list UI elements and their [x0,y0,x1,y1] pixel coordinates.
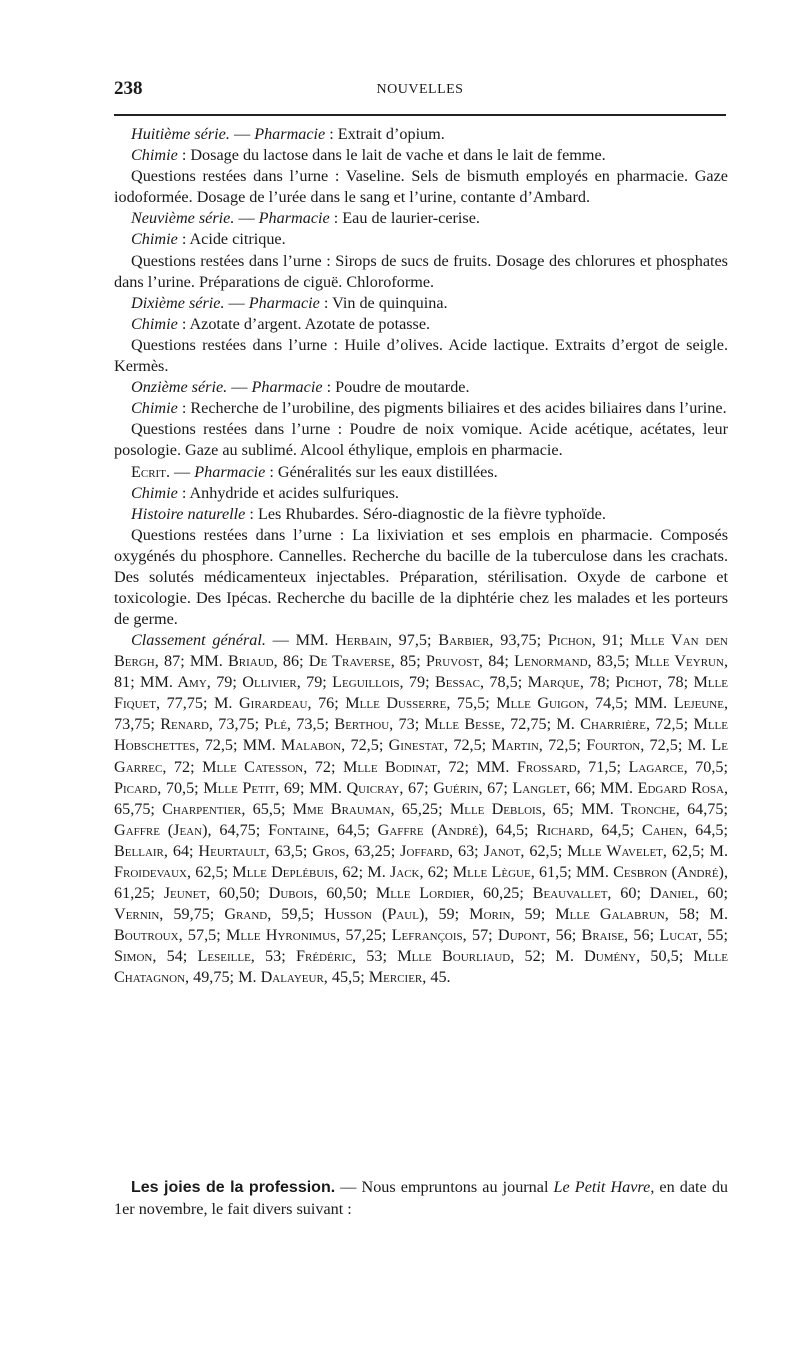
serie-11-chimie: Chimie : Recherche de l’urobiline, des pigments biliaires et des acides biliaires dans l’urine. [131,399,727,418]
serie-10-chimie: Chimie : Azotate d’argent. Azotate de potasse. [131,314,431,333]
news-item [114,1177,728,1220]
classement-general: Classement général. — MM. Herbain, 97,5; Barbier, 93,75; Pichon, 91; Mlle Van den Bergh, 87; MM. Briaud, 86; De Traverse, 85; Pruvost, 84; Lenormand, 83,5; Mlle Veyrun, 81; MM. Amy, 79; Ollivier, 79; Leguillois, 79; Bessac, 78,5; Marque, 78; Pichot, 78; Mlle Fiquet, 77,75; M. Girardeau, 76; Mlle Dusserre, 75,5; Mlle Guigon, 74,5; MM. Lejeune, 73,75; Renard, 73,75; Plé, 73,5; Berthou, 73; Mlle Besse, 72,75; M. Charrière, 72,5; Mlle Hobschettes, 72,5; MM. Malabon, 72,5; Ginestat, 72,5; Martin, 72,5; Fourton, 72,5; M. Le Garrec, 72; Mlle Catesson, 72; Mlle Bodinat, 72; MM. Frossard, 71,5; Lagarce, 70,5; Picard, 70,5; Mlle Petit, 69; MM. Quicray, 67; Guérin, 67; Langlet, 66; MM. Edgard Rosa, 65,75; Charpentier, 65,5; Mme Brauman, 65,25; Mlle Deblois, 65; MM. Tronche, 64,75; Gaffre (Jean), 64,75; Fontaine, 64,5; Gaffre (André), 64,5; Richard, 64,5; Cahen, 64,5; Bellair, 64; Heurtault, 63,5; Gros, 63,25; Joffard, 63; Janot, 62,5; Mlle Wavelet, 62,5; M. Froidevaux, 62,5; Mlle Deplébuis, 62; M. Jack, 62; Mlle Lègue, 61,5; MM. Cesbron (André), 61,25; Jeunet, 60,50; Dubois, 60,50; Mlle Lordier, 60,25; Beauvallet, 60; Daniel, 60; Vernin, 59,75; Grand, 59,5; Husson (Paul), 59; Morin, 59; Mlle Galabrun, 58; M. Boutroux, 57,5; Mlle Hyronimus, 57,25; Lefrançois, 57; Dupont, 56; Braise, 56; Lucat, 55; Simon, 54; Leseille, 53; Frédéric, 53; Mlle Bourliaud, 52; M. Dumény, 50,5; Mlle Chatagnon, 49,75; M. Dalayeur, 45,5; Mercier, 45. [114,631,728,986]
ecrit-pharmacie: Ecrit. — Pharmacie : Généralités sur les eaux distillées. [131,462,498,481]
serie-11-pharmacie: Onzième série. — Pharmacie : Poudre de moutarde. [131,378,470,397]
article-body [114,124,728,988]
serie-8-chimie: Chimie : Dosage du lactose dans le lait de vache et dans le lait de femme. [131,146,606,165]
ecrit-histoire-naturelle: Histoire naturelle : Les Rhubardes. Séro-diagnostic de la fièvre typhoïde. [131,504,606,523]
serie-9-chimie: Chimie : Acide citrique. [131,230,286,249]
serie-8-questions: Questions restées dans l’urne : Vaseline. Sels de bismuth employés en pharmacie. Gaze iodoformée. Dosage de l’urée dans le sang et l’urine, contante d’Ambard. [114,167,728,207]
ecrit-questions: Questions restées dans l’urne : La lixiviation et ses emplois en pharmacie. Composés oxygénés du phosphore. Cannelles. Recherche du bacille de la tuberculose dans les crachats. Des solutés médicamenteux injectables. Préparation, stérilisation. Oxyde de carbone et toxicologie. Des Ipécas. Recherche du bacille de la diphtérie chez les malades et les porteurs de germe. [114,525,728,629]
page-header [114,74,726,116]
serie-8-pharmacie: Huitième série. — Pharmacie : Extrait d’opium. [131,125,445,143]
serie-10-pharmacie: Dixième série. — Pharmacie : Vin de quinquina. [131,293,448,312]
news-paragraph: Les joies de la profession. — Nous empruntons au journal Le Petit Havre, en date du 1er novembre, le fait divers suivant : [114,1178,729,1218]
serie-10-questions: Questions restées dans l’urne : Huile d’olives. Acide lactique. Extraits d’ergot de seigle. Kermès. [114,335,728,376]
running-head: NOUVELLES [376,82,464,97]
page-number: 238 [114,78,143,99]
news-heading: Les joies de la profession. [131,1179,336,1196]
serie-9-questions: Questions restées dans l’urne : Sirops de sucs de fruits. Dosage des chlorures et phosphates dans l’urine. Préparations de ciguë. Chloroforme. [114,251,728,291]
serie-11-questions: Questions restées dans l’urne : Poudre de noix vomique. Acide acétique, acétates, leur posologie. Gaze au sublimé. Alcool éthylique, emplois en pharmacie. [114,420,728,460]
journal-title: Le Petit Havre [553,1178,651,1196]
serie-9-pharmacie: Neuvième série. — Pharmacie : Eau de laurier-cerise. [131,209,480,228]
ecrit-chimie: Chimie : Anhydride et acides sulfuriques. [131,483,399,502]
